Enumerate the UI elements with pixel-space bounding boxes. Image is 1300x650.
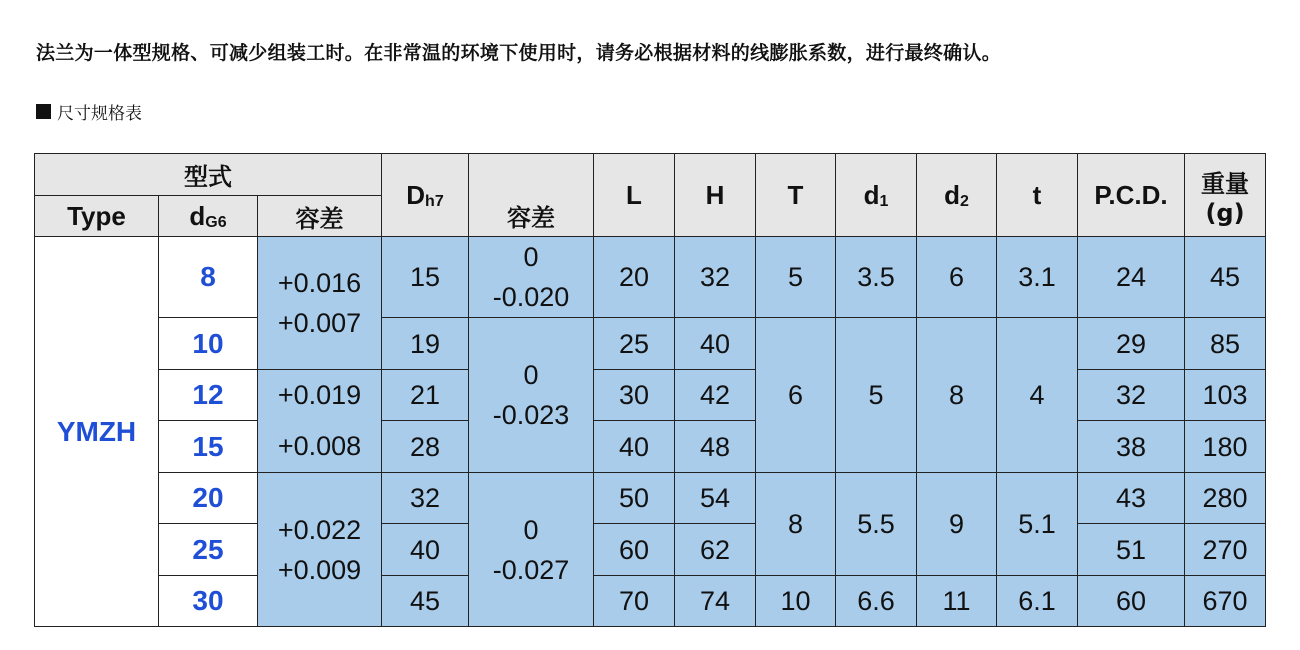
D-value: 45 xyxy=(382,576,469,627)
T-header: T xyxy=(756,154,836,237)
L-value: 40 xyxy=(594,421,675,473)
D-tol-header-top xyxy=(469,154,594,196)
t-value: 4 xyxy=(997,318,1078,473)
D-tol-cell xyxy=(469,318,594,473)
type-header: Type xyxy=(35,196,159,237)
intro-note: 法兰为一体型规格、可减少组装工时。在非常温的环境下使用时，请务必根据材料的线膨胀系数，进行最终确认。 xyxy=(36,42,1002,64)
T-value: 6 xyxy=(756,318,836,473)
table-row xyxy=(35,421,1266,473)
model-group-header: 型式 xyxy=(35,154,382,196)
T-value: 8 xyxy=(756,473,836,576)
H-value: 42 xyxy=(675,370,756,421)
H-value: 62 xyxy=(675,524,756,576)
d-tol-bottom: +0.009 xyxy=(277,554,362,585)
header-row-1 xyxy=(35,154,1266,196)
D-value: 19 xyxy=(382,318,469,370)
H-value: 40 xyxy=(675,318,756,370)
t-value: 6.1 xyxy=(997,576,1078,627)
weight-header-top: 重量 xyxy=(1201,169,1249,198)
d-header xyxy=(159,196,258,237)
d-tol-cell xyxy=(258,473,382,627)
table-row xyxy=(35,237,1266,318)
d-tol-bottom: +0.007 xyxy=(277,308,362,338)
d1-header xyxy=(836,154,917,237)
d-value: 25 xyxy=(159,524,258,576)
d-tol-top: +0.022 xyxy=(277,514,362,545)
d-value: 20 xyxy=(159,473,258,524)
pcd-value: 51 xyxy=(1078,524,1185,576)
d1-header-sub: 1 xyxy=(879,192,889,210)
D-tol-bottom: -0.027 xyxy=(492,554,570,585)
section-heading xyxy=(36,99,142,124)
D-tol-top: 0 xyxy=(523,242,539,272)
type-cell: YMZH xyxy=(35,237,159,627)
d-value: 10 xyxy=(159,318,258,370)
weight-value: 670 xyxy=(1185,576,1266,627)
table-row xyxy=(35,576,1266,627)
weight-header-bottom: (g) xyxy=(1205,198,1245,227)
L-header: L xyxy=(594,154,675,237)
d1-header-main: d xyxy=(863,179,880,210)
d2-value: 11 xyxy=(917,576,997,627)
T-value: 5 xyxy=(756,237,836,318)
weight-value: 280 xyxy=(1185,473,1266,524)
H-header: H xyxy=(675,154,756,237)
weight-value: 180 xyxy=(1185,421,1266,473)
D-tol-top: 0 xyxy=(523,514,539,545)
d2-value: 8 xyxy=(917,318,997,473)
weight-value: 45 xyxy=(1185,237,1266,318)
D-value: 32 xyxy=(382,473,469,524)
pcd-value: 43 xyxy=(1078,473,1185,524)
t-value: 5.1 xyxy=(997,473,1078,576)
D-value: 21 xyxy=(382,370,469,421)
d-value: 8 xyxy=(159,237,258,318)
table-row xyxy=(35,318,1266,370)
d-header-sub: G6 xyxy=(205,213,227,231)
d-tol-bottom-cell: +0.008 xyxy=(258,421,382,473)
d-header-main: d xyxy=(189,200,206,231)
d2-header-main: d xyxy=(944,179,960,210)
pcd-value: 29 xyxy=(1078,318,1185,370)
L-value: 20 xyxy=(594,237,675,318)
D-header-main: D xyxy=(406,179,426,210)
d2-value: 9 xyxy=(917,473,997,576)
H-value: 48 xyxy=(675,421,756,473)
weight-value: 270 xyxy=(1185,524,1266,576)
dimension-spec-table xyxy=(34,153,1266,627)
section-title: 尺寸规格表 xyxy=(57,104,142,124)
D-tol-bottom: -0.023 xyxy=(492,400,570,430)
d-value: 30 xyxy=(159,576,258,627)
pcd-value: 38 xyxy=(1078,421,1185,473)
d1-value: 6.6 xyxy=(836,576,917,627)
d-tol-top: +0.016 xyxy=(277,268,362,298)
d1-value: 5 xyxy=(836,318,917,473)
d2-value: 6 xyxy=(917,237,997,318)
d1-value: 3.5 xyxy=(836,237,917,318)
D-tol-cell xyxy=(469,473,594,627)
d-tol-header: 容差 xyxy=(258,196,382,237)
table-row xyxy=(35,473,1266,524)
D-tol-cell xyxy=(469,237,594,318)
weight-value: 103 xyxy=(1185,370,1266,421)
d2-header-sub: 2 xyxy=(959,192,969,210)
t-header: t xyxy=(997,154,1078,237)
table-row xyxy=(35,524,1266,576)
L-value: 25 xyxy=(594,318,675,370)
D-value: 40 xyxy=(382,524,469,576)
L-value: 30 xyxy=(594,370,675,421)
t-value: 3.1 xyxy=(997,237,1078,318)
pcd-header: P.C.D. xyxy=(1078,154,1185,237)
d-tol-cell xyxy=(258,237,382,370)
pcd-value: 32 xyxy=(1078,370,1185,421)
H-value: 54 xyxy=(675,473,756,524)
D-header xyxy=(382,154,469,237)
weight-value: 85 xyxy=(1185,318,1266,370)
pcd-value: 60 xyxy=(1078,576,1185,627)
D-tol-top: 0 xyxy=(523,360,539,390)
T-value: 10 xyxy=(756,576,836,627)
D-tol-bottom: -0.020 xyxy=(492,282,570,312)
L-value: 70 xyxy=(594,576,675,627)
D-value: 15 xyxy=(382,237,469,318)
table-row xyxy=(35,370,1266,421)
H-value: 32 xyxy=(675,237,756,318)
d-value: 12 xyxy=(159,370,258,421)
d-tol-top-cell: +0.019 xyxy=(258,370,382,421)
d-value: 15 xyxy=(159,421,258,473)
d1-value: 5.5 xyxy=(836,473,917,576)
pcd-value: 24 xyxy=(1078,237,1185,318)
L-value: 50 xyxy=(594,473,675,524)
D-header-sub: h7 xyxy=(425,192,444,210)
square-bullet-icon xyxy=(36,104,51,119)
D-value: 28 xyxy=(382,421,469,473)
L-value: 60 xyxy=(594,524,675,576)
weight-header xyxy=(1185,154,1266,237)
d2-header xyxy=(917,154,997,237)
D-tol-header: 容差 xyxy=(469,196,594,237)
H-value: 74 xyxy=(675,576,756,627)
